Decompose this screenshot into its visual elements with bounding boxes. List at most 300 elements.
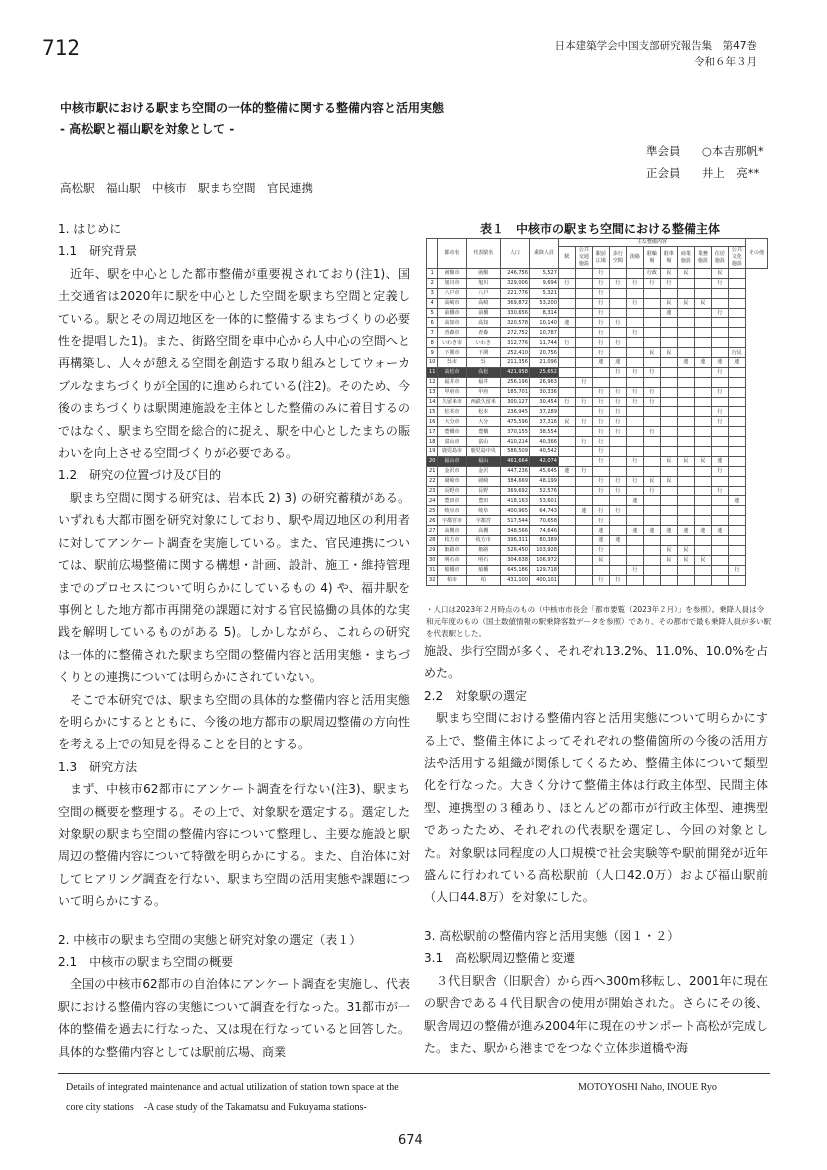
table-cell <box>643 358 660 368</box>
table-cell <box>626 437 643 447</box>
table-cell: 1 <box>427 269 438 279</box>
section-heading: 2.2 対象駅の選定 <box>424 688 528 703</box>
section-heading: 1.2 研究の位置づけ及び目的 <box>58 468 222 483</box>
table-cell <box>609 447 626 457</box>
table-cell: 28 <box>427 536 438 546</box>
table-cell <box>575 476 592 486</box>
table-cell: 236,945 <box>500 407 529 417</box>
table-cell: 連 <box>660 526 677 536</box>
table-cell: 連 <box>694 358 711 368</box>
table-row <box>427 367 768 377</box>
table-cell <box>728 486 745 496</box>
author-role: 正会員 <box>646 166 681 180</box>
table-cell <box>575 298 592 308</box>
body-paragraph: まず、中核市62都市にアンケート調査を行ない(注3)、駅まち空間の概要を整理する。その上で、対象駅を選定する。選定した対象駅の駅まち空間の整備内容について整理し、主要な施設と駅周辺の整備内容について特徴を明らかにする。また、自治体に対してヒアリング調査を行ない、駅まち空間の活用実態や課題について明らかにする。 <box>58 782 410 909</box>
table-cell: 12 <box>427 377 438 387</box>
table-cell: 民 <box>677 545 694 555</box>
table-cell <box>660 397 677 407</box>
table-cell: 106,972 <box>529 555 558 565</box>
table-cell: 船橋市 <box>438 565 466 575</box>
table-cell: 行 <box>592 516 609 526</box>
table-cell <box>592 466 609 476</box>
table-cell: 行 <box>609 427 626 437</box>
table-cell: 枚方市 <box>466 536 500 546</box>
table-cell <box>677 466 694 476</box>
table-row <box>427 516 768 526</box>
table-cell: 7 <box>427 328 438 338</box>
table-cell: 40,542 <box>529 447 558 457</box>
table-cell: 行 <box>626 476 643 486</box>
table-cell: 松本市 <box>438 407 466 417</box>
table-cell: 行 <box>643 486 660 496</box>
table-cell: 行 <box>626 278 643 288</box>
table-row <box>427 526 768 536</box>
table-cell <box>575 486 592 496</box>
table-cell: 行 <box>609 407 626 417</box>
table-cell <box>728 555 745 565</box>
table-cell <box>575 575 592 585</box>
table-cell: 民 <box>660 476 677 486</box>
table-cell: 行 <box>592 308 609 318</box>
table-cell <box>643 377 660 387</box>
table-cell: 民 <box>660 298 677 308</box>
table-cell <box>694 536 711 546</box>
table-cell <box>711 506 728 516</box>
table-cell: 行 <box>592 437 609 447</box>
table-cell <box>677 486 694 496</box>
table-cell <box>677 397 694 407</box>
table-cell <box>728 447 745 457</box>
table-cell <box>609 565 626 575</box>
table-cell: 23 <box>427 486 438 496</box>
table-cell: 行 <box>609 318 626 328</box>
table-cell <box>558 427 575 437</box>
table-cell: 呉 <box>466 358 500 368</box>
table-cell <box>575 516 592 526</box>
table-cell: 鹿児島市 <box>438 447 466 457</box>
table-cell: 行 <box>711 387 728 397</box>
table-cell: 高知市 <box>438 318 466 328</box>
section-heading: 1.3 研究方法 <box>58 759 138 774</box>
table-cell: 526,450 <box>500 545 529 555</box>
table-cell: 31 <box>427 565 438 575</box>
table-cell: 行 <box>575 437 592 447</box>
table-cell <box>711 288 728 298</box>
table-cell <box>694 387 711 397</box>
table-cell <box>626 377 643 387</box>
table-cell <box>694 476 711 486</box>
english-authors: MOTOYOSHI Naho, INOUE Ryo <box>578 1082 717 1093</box>
table-cell <box>626 338 643 348</box>
table-cell <box>592 377 609 387</box>
table-cell: 行 <box>575 417 592 427</box>
table-cell <box>575 387 592 397</box>
table-cell <box>728 288 745 298</box>
table-cell <box>643 536 660 546</box>
table-cell: 行 <box>609 387 626 397</box>
table-cell <box>677 565 694 575</box>
table-cell: 民 <box>677 269 694 279</box>
table-cell <box>626 447 643 457</box>
author-name: 井上 亮** <box>701 166 760 180</box>
table-cell: 柏 <box>466 575 500 585</box>
table-cell: 行 <box>592 298 609 308</box>
table-cell: 461,664 <box>500 456 529 466</box>
table-cell <box>558 536 575 546</box>
table-row <box>427 545 768 555</box>
table-cell: 民 <box>694 456 711 466</box>
table-row <box>427 298 768 308</box>
table-cell <box>643 338 660 348</box>
table-cell <box>728 575 745 585</box>
table-cell: 400,101 <box>529 575 558 585</box>
table-cell <box>626 358 643 368</box>
table-cell <box>677 536 694 546</box>
table-cell: 民 <box>677 298 694 308</box>
table-header-cell: 駐輪場 <box>643 247 660 269</box>
spacer <box>424 909 768 925</box>
english-title-line: core city stations -A case study of the Takamatsu and Fukuyama stations- <box>66 1102 367 1113</box>
table-cell: 9 <box>427 348 438 358</box>
table-cell: 80,389 <box>529 536 558 546</box>
table-cell: 64,743 <box>529 506 558 516</box>
table-cell: 行 <box>592 545 609 555</box>
table-header-cell: 業務施設 <box>694 247 711 269</box>
table-cell <box>660 536 677 546</box>
table-row <box>427 338 768 348</box>
table-cell <box>694 437 711 447</box>
table-cell: 大分 <box>466 417 500 427</box>
table-cell <box>660 377 677 387</box>
body-paragraph: そこで本研究では、駅まち空間の具体的な整備内容と活用実態を明らかにするとともに、今後の地方都市の駅周辺整備の方向性を考える上での知見を得ることを目的とする。 <box>58 692 410 752</box>
table-row <box>427 456 768 466</box>
table-cell: 329,006 <box>500 278 529 288</box>
table-cell: 21,096 <box>529 358 558 368</box>
table-cell <box>558 298 575 308</box>
table-cell: 行 <box>643 367 660 377</box>
table-cell: 行 <box>660 278 677 288</box>
table-cell: 18 <box>427 437 438 447</box>
table-cell <box>575 288 592 298</box>
table-cell <box>626 318 643 328</box>
table-cell <box>728 377 745 387</box>
table-cell <box>728 269 745 279</box>
table-cell: 連 <box>711 456 728 466</box>
table-cell: 行 <box>592 575 609 585</box>
table-cell <box>558 496 575 506</box>
table-cell: 10,140 <box>529 318 558 328</box>
table-cell <box>643 516 660 526</box>
table-cell <box>558 565 575 575</box>
table-cell <box>558 575 575 585</box>
table-cell <box>677 328 694 338</box>
table-cell: 高松市 <box>438 367 466 377</box>
table-cell: 304,638 <box>500 555 529 565</box>
english-title-line: Details of integrated maintenance and actual utilization of station town space at the <box>66 1082 399 1093</box>
table-cell <box>711 427 728 437</box>
table-cell <box>660 358 677 368</box>
table-cell <box>558 407 575 417</box>
table-cell <box>694 496 711 506</box>
table-cell <box>575 526 592 536</box>
table-cell <box>677 427 694 437</box>
table-cell <box>728 417 745 427</box>
table-cell: 410,214 <box>500 437 529 447</box>
table-cell: 312,776 <box>500 338 529 348</box>
table-header-cell: 駅 <box>558 247 575 269</box>
table-cell <box>575 407 592 417</box>
table-cell <box>694 447 711 457</box>
table-cell <box>626 269 643 279</box>
table-cell: 行政 <box>643 269 660 279</box>
table-cell <box>592 367 609 377</box>
table-row <box>427 427 768 437</box>
table-cell <box>711 328 728 338</box>
table-cell <box>609 466 626 476</box>
table-cell <box>609 308 626 318</box>
table-cell <box>575 545 592 555</box>
table-cell: 枚方市 <box>438 536 466 546</box>
table-cell: 11 <box>427 367 438 377</box>
table-cell <box>694 338 711 348</box>
table-cell <box>711 575 728 585</box>
table-cell <box>677 447 694 457</box>
table-cell <box>660 565 677 575</box>
table-cell: 連 <box>626 496 643 506</box>
table-cell: 行 <box>643 397 660 407</box>
right-column <box>424 640 768 1059</box>
body-paragraph: 駅まち空間に関する研究は、岩本氏 2) 3) の研究蓄積がある。いずれも大都市圏を研究対象にしており、駅や周辺地区の利用者に対してアンケート調査を実施している。また、官民連携については、駅前広場整備に関する構想・計画、設計、施工・維持管理までのプロセスについて明らかにしているもの 4) や、福井駅を事例とした地方都市再開発の課題に対する官民協働の具体的な実践を解明しているものがある 5)。しかしながら、これらの研究は一体的に整備された駅まち空間の整備内容と活用実態・まちづくりとの連携については明らかにされていない。 <box>58 490 410 685</box>
table-cell: 行 <box>592 506 609 516</box>
table-cell <box>711 447 728 457</box>
table-row <box>427 565 768 575</box>
table-cell <box>592 565 609 575</box>
page-number: 712 <box>42 36 80 60</box>
table-cell: 高崎市 <box>438 298 466 308</box>
table-row <box>427 288 768 298</box>
table-cell: 高松 <box>466 367 500 377</box>
table-cell: 岐阜市 <box>438 506 466 516</box>
table-cell <box>728 427 745 437</box>
table-cell <box>575 496 592 506</box>
table-cell: 16 <box>427 417 438 427</box>
table-cell <box>728 318 745 328</box>
table-cell <box>728 456 745 466</box>
table-cell <box>728 328 745 338</box>
table-header-cell: 街路 <box>626 247 643 269</box>
table-cell: 姫路 <box>466 545 500 555</box>
table-cell: 8,314 <box>529 308 558 318</box>
table-cell <box>609 545 626 555</box>
section-heading: 3. 高松駅前の整備内容と活用実態（図１・２） <box>424 928 680 943</box>
table-cell <box>626 427 643 437</box>
table-cell: 21 <box>427 466 438 476</box>
table-cell <box>728 298 745 308</box>
table-cell <box>575 338 592 348</box>
table-cell <box>609 298 626 308</box>
table-cell <box>711 318 728 328</box>
table-cell: 長野市 <box>438 486 466 496</box>
table-cell: 221,776 <box>500 288 529 298</box>
table-cell: 連 <box>677 526 694 536</box>
table-note: ・人口は2023年２月時点のもの（中核市市長会「都市要覧（2023年２月）」を参照）。乗降人員は令和元年度のもの（国土数値情報の駅乗降客数データを参照）であり、その都市で最も乗降人員が多い駅を代表駅とした。 <box>426 605 771 638</box>
table-cell: いわき市 <box>438 338 466 348</box>
table-cell <box>609 456 626 466</box>
body-paragraph: 全国の中核市62都市の自治体にアンケート調査を実施し、代表駅における整備内容の実態について調査を行なった。31都市が一体的整備を過去に行なった、又は現在行なっていると回答した。具体的な整備内容としては駅前広場、商業 <box>58 977 410 1059</box>
table-cell <box>711 545 728 555</box>
table-cell <box>575 348 592 358</box>
table-cell <box>558 308 575 318</box>
table-cell: 74,646 <box>529 526 558 536</box>
table-cell <box>677 318 694 328</box>
table-cell <box>558 437 575 447</box>
table-cell: 行 <box>643 427 660 437</box>
table-cell: 53,200 <box>529 298 558 308</box>
table-cell <box>711 565 728 575</box>
table-cell: 19 <box>427 447 438 457</box>
table-cell <box>677 516 694 526</box>
table-cell <box>643 288 660 298</box>
table-cell <box>575 565 592 575</box>
table-cell <box>711 536 728 546</box>
table-cell: 行 <box>626 387 643 397</box>
journal-header <box>555 38 757 70</box>
table-cell: 民 <box>677 456 694 466</box>
table-cell: 29 <box>427 545 438 555</box>
table-cell <box>575 269 592 279</box>
table-cell: 連 <box>592 358 609 368</box>
table-cell: 行 <box>643 387 660 397</box>
table-cell: 22 <box>427 476 438 486</box>
table-cell: 高崎 <box>466 298 500 308</box>
table-cell <box>643 298 660 308</box>
table-cell <box>609 496 626 506</box>
table-row <box>427 437 768 447</box>
table-cell: 2 <box>427 278 438 288</box>
table-cell: 福井 <box>466 377 500 387</box>
table-cell: 函館市 <box>438 269 466 279</box>
table-cell <box>677 278 694 288</box>
table-cell: 10 <box>427 358 438 368</box>
table-cell <box>558 377 575 387</box>
table-cell: 函館 <box>466 269 500 279</box>
table-cell: 行 <box>575 397 592 407</box>
table-cell: 行 <box>609 506 626 516</box>
table-cell: 民 <box>694 555 711 565</box>
table-cell: 宇都宮市 <box>438 516 466 526</box>
table-cell: 17 <box>427 427 438 437</box>
table-cell <box>711 298 728 308</box>
table-cell: 民 <box>711 269 728 279</box>
table-cell <box>660 328 677 338</box>
table-cell <box>728 526 745 536</box>
table-cell <box>558 447 575 457</box>
table-cell: 西鉄久留米 <box>466 397 500 407</box>
table-cell <box>609 328 626 338</box>
table-cell: 348,566 <box>500 526 529 536</box>
table-cell: 26 <box>427 516 438 526</box>
table-cell: 明石市 <box>438 555 466 565</box>
body-paragraph: 駅まち空間における整備内容と活用実態について明らかにする上で、整備主体によってそれぞれの整備箇所の今後の活用方法や活用する組織が関係してくるため、整備主体について類型化を行なった。大きく分けて整備主体は行政主体型、民間主体型、連携型の３種あり、ほとんどの都市が行政主体型、連携型であったため、それぞれの代表駅を選定し、今回の対象とした。対象駅は同程度の人口規模で社会実験等や駅前開発が近年盛んに行われている高松駅前（人口42.0万）および福山駅前（人口44.8万）を対象にした。 <box>424 711 768 905</box>
table-cell <box>677 407 694 417</box>
table-cell: 連 <box>609 358 626 368</box>
table-cell <box>694 288 711 298</box>
table-cell: 185,701 <box>500 387 529 397</box>
table-cell: 岡崎市 <box>438 476 466 486</box>
table-cell: 37,316 <box>529 417 558 427</box>
table-cell: 連 <box>609 536 626 546</box>
table-cell: 行 <box>609 575 626 585</box>
table-cell: 6 <box>427 318 438 328</box>
table-cell: 民 <box>694 298 711 308</box>
table-header-cell: 人口 <box>500 239 529 269</box>
table-cell <box>694 565 711 575</box>
table-header-cell <box>427 239 438 269</box>
table-cell <box>626 308 643 318</box>
table-cell <box>643 308 660 318</box>
table-cell: 甲府市 <box>438 387 466 397</box>
table-cell: 370,155 <box>500 427 529 437</box>
table-cell: 645,186 <box>500 565 529 575</box>
table-cell <box>677 575 694 585</box>
table-cell: 豊橋 <box>466 427 500 437</box>
table-cell: 517,544 <box>500 516 529 526</box>
table-cell: 八戸 <box>466 288 500 298</box>
table-cell: 福山市 <box>438 456 466 466</box>
table-cell: 30,336 <box>529 387 558 397</box>
table-cell <box>643 496 660 506</box>
table-cell: 行民 <box>728 348 745 358</box>
table-cell: 下関 <box>466 348 500 358</box>
paper-subtitle: - 高松駅と福山駅を対象として - <box>60 122 235 136</box>
table-cell: 15 <box>427 407 438 417</box>
table-cell <box>626 506 643 516</box>
table-header-cell: 住居施設 <box>711 247 728 269</box>
body-paragraph: 近年、駅を中心とした都市整備が重要視されており(注1)、国土交通省は2020年に駅を中心とした空間を駅まち空間と定義している。駅とその周辺地区を一体的に整備するまちづくりの必要性を提唱した1)。また、街路空間を車中心から人中心の空間へと再構築し、人々が憩える空間を創造する取り組みとしてウォーカブルなまちづくりが全国的に進められている(注2)。そのため、今後のまちづくりは駅関連施設を主体とした整備のみに着目するのではなく、駅まち空間を総合的に捉え、駅を中心としたまちの賑わいを向上させる空間づくりが必要である。 <box>58 266 410 461</box>
table-cell: 10,787 <box>529 328 558 338</box>
table-cell: 396,311 <box>500 536 529 546</box>
table-cell: 418,163 <box>500 496 529 506</box>
section-heading: 3.1 高松駅周辺整備と変遷 <box>424 951 576 966</box>
table-cell <box>728 476 745 486</box>
table-header-cell: 商業施設 <box>677 247 694 269</box>
table-cell <box>558 516 575 526</box>
table-cell: 369,872 <box>500 298 529 308</box>
table-cell <box>677 417 694 427</box>
table-cell: 行 <box>609 417 626 427</box>
table-cell <box>592 496 609 506</box>
table-cell: 421,958 <box>500 367 529 377</box>
table-cell <box>694 377 711 387</box>
table-cell <box>558 486 575 496</box>
table-cell <box>626 407 643 417</box>
table-cell: いわき <box>466 338 500 348</box>
table-cell <box>558 456 575 466</box>
table-cell <box>711 437 728 447</box>
table-cell <box>660 447 677 457</box>
table-cell <box>660 367 677 377</box>
table-row <box>427 407 768 417</box>
table-cell: 松本 <box>466 407 500 417</box>
table-cell: 連 <box>575 506 592 516</box>
table-row <box>427 348 768 358</box>
table-cell <box>575 328 592 338</box>
table-cell: 行 <box>711 367 728 377</box>
table-cell <box>626 288 643 298</box>
table-cell: 豊橋市 <box>438 427 466 437</box>
table-cell: 行 <box>592 269 609 279</box>
table-cell: 行 <box>609 278 626 288</box>
